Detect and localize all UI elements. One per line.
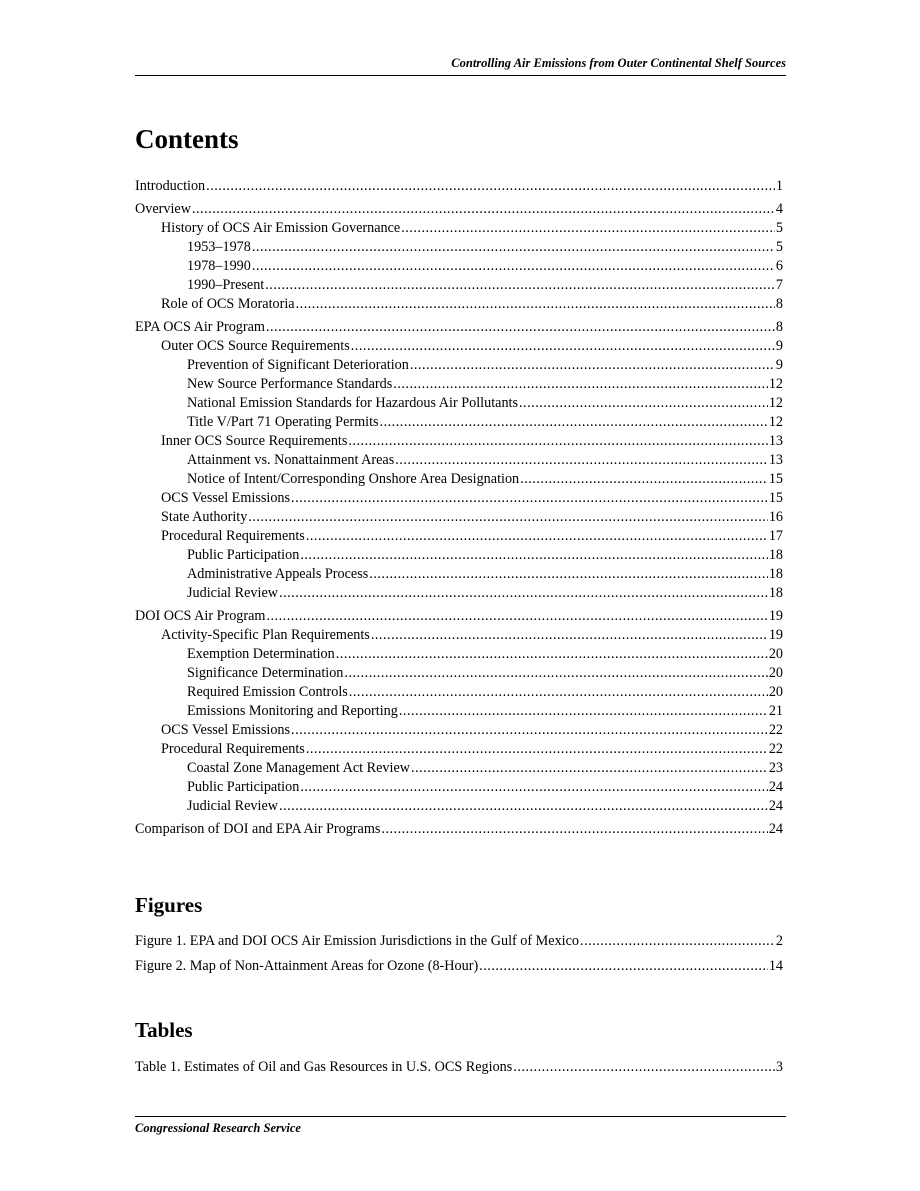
toc-entry-neshap[interactable]: National Emission Standards for Hazardous Air Pollutants ..... 12 (135, 394, 783, 413)
toc-entry-significance[interactable]: Significance Determination ..... 20 (135, 664, 783, 683)
toc-entry-notice-of-intent[interactable]: Notice of Intent/Corresponding Onshore Area Designation ..... 15 (135, 470, 783, 489)
figure-entry-1[interactable]: Figure 1. EPA and DOI OCS Air Emission Jurisdictions in the Gulf of Mexico ..... 2 (135, 930, 783, 952)
toc-entry-moratoria[interactable]: Role of OCS Moratoria ..... 8 (135, 295, 783, 314)
toc-entry-appeals[interactable]: Administrative Appeals Process ..... 18 (135, 565, 783, 584)
figure-entry-2[interactable]: Figure 2. Map of Non-Attainment Areas for Ozone (8-Hour) ..... 14 (135, 955, 783, 977)
header-rule (135, 75, 786, 76)
figures-title: Figures (135, 893, 203, 917)
toc-entry-doi-vessel[interactable]: OCS Vessel Emissions ..... 22 (135, 721, 783, 740)
toc-entry-psd[interactable]: Prevention of Significant Deterioration ..... 9 (135, 356, 783, 375)
toc-entry-czma[interactable]: Coastal Zone Management Act Review ..... 23 (135, 759, 783, 778)
running-header: Controlling Air Emissions from Outer Continental Shelf Sources (451, 56, 786, 70)
toc-entry-inner-ocs[interactable]: Inner OCS Source Requirements ..... 13 (135, 432, 783, 451)
toc-entry-overview[interactable]: Overview ..... 4 (135, 200, 783, 219)
table-entry-1[interactable]: Table 1. Estimates of Oil and Gas Resources in U.S. OCS Regions ..... 3 (135, 1056, 783, 1078)
toc-entry-nsps[interactable]: New Source Performance Standards ..... 12 (135, 375, 783, 394)
toc-entry-epa-judicial[interactable]: Judicial Review ..... 18 (135, 584, 783, 603)
toc-entry-outer-ocs[interactable]: Outer OCS Source Requirements ..... 9 (135, 337, 783, 356)
footer-publisher: Congressional Research Service (135, 1121, 301, 1135)
toc-entry-exemption[interactable]: Exemption Determination ..... 20 (135, 645, 783, 664)
toc-entry-epa-public[interactable]: Public Participation ..... 18 (135, 546, 783, 565)
toc-entry-controls[interactable]: Required Emission Controls ..... 20 (135, 683, 783, 702)
toc-entry-introduction[interactable]: Introduction ..... 1 (135, 177, 783, 196)
toc-entry-title-v[interactable]: Title V/Part 71 Operating Permits ..... 12 (135, 413, 783, 432)
toc-entry-doi-procedural[interactable]: Procedural Requirements ..... 22 (135, 740, 783, 759)
toc-entry-monitoring[interactable]: Emissions Monitoring and Reporting ..... 21 (135, 702, 783, 721)
toc-entry-doi-public[interactable]: Public Participation ..... 24 (135, 778, 783, 797)
toc-entry-epa-vessel[interactable]: OCS Vessel Emissions ..... 15 (135, 489, 783, 508)
toc-entry-attainment[interactable]: Attainment vs. Nonattainment Areas ..... 13 (135, 451, 783, 470)
contents-title: Contents (135, 124, 239, 154)
toc-entry-activity-plan[interactable]: Activity-Specific Plan Requirements ..... 19 (135, 626, 783, 645)
toc-entry-1953-1978[interactable]: 1953–1978 ..... 5 (135, 238, 783, 257)
tables-title: Tables (135, 1018, 193, 1042)
toc-entry-1990-present[interactable]: 1990–Present ..... 7 (135, 276, 783, 295)
toc-entry-epa-procedural[interactable]: Procedural Requirements ..... 17 (135, 527, 783, 546)
toc-entry-epa-program[interactable]: EPA OCS Air Program ..... 8 (135, 318, 783, 337)
toc-entry-doi-program[interactable]: DOI OCS Air Program ..... 19 (135, 607, 783, 626)
toc-entry-1978-1990[interactable]: 1978–1990 ..... 6 (135, 257, 783, 276)
toc-entry-history[interactable]: History of OCS Air Emission Governance ..... 5 (135, 219, 783, 238)
contents-list (135, 177, 783, 839)
figures-list (135, 930, 783, 980)
toc-entry-state-authority[interactable]: State Authority ..... 16 (135, 508, 783, 527)
toc-entry-comparison[interactable]: Comparison of DOI and EPA Air Programs ..... 24 (135, 820, 783, 839)
toc-entry-doi-judicial[interactable]: Judicial Review ..... 24 (135, 797, 783, 816)
footer-rule (135, 1116, 786, 1117)
tables-list (135, 1056, 783, 1081)
